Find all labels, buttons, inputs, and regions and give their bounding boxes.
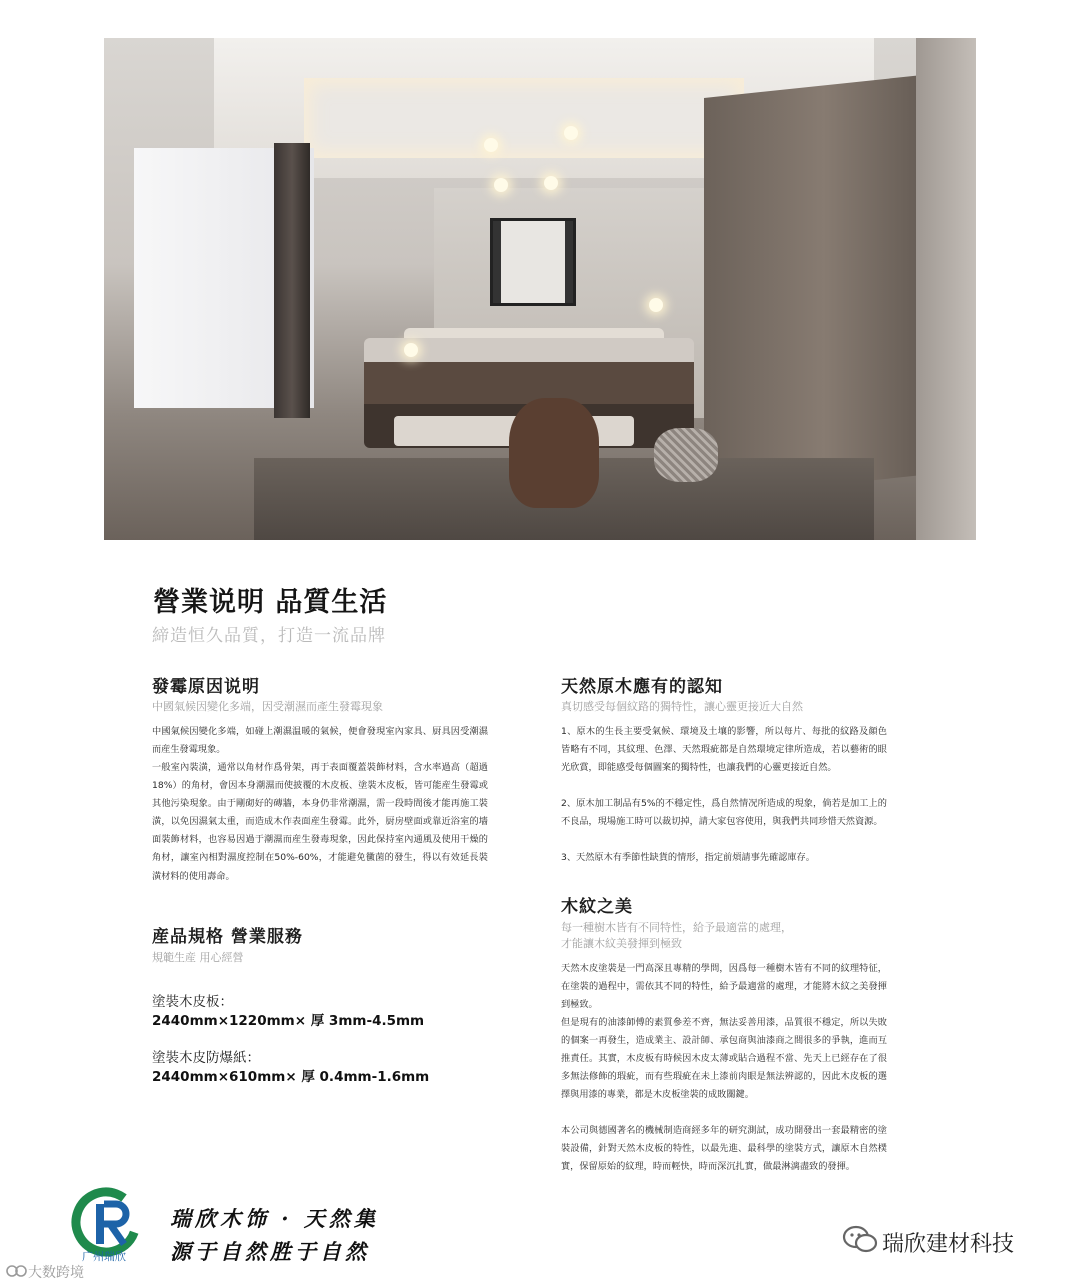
bedside-lamp: [649, 298, 663, 312]
page-subtitle: 締造恒久品質，打造一流品牌: [152, 626, 386, 646]
pendant-light: [544, 176, 558, 190]
section-subtitle-grain: 才能讓木紋美發揮到極致: [561, 937, 682, 950]
bedroom-photo: [104, 38, 976, 540]
section-title-grain: 木紋之美: [561, 897, 633, 917]
paragraph: 1、原木的生長主要受氣候、環境及土壤的影響，所以每片、每批的紋路及顔色皆略有不同，其紋理、色澤、天然瑕疵都是自然環境定律所造成，若以藝術的眼光欣賞，即能感受每個圖案的獨特性，也讓我們的心靈更接近自然。: [561, 726, 887, 774]
paragraph: 2、原木加工制品有5%的不穩定性，爲自然情况所造成的現象，倘若是加工上的不良品，現場施工時可以裁切掉，請大家包容使用，與我們共同珍惜天然資源。: [561, 798, 887, 828]
paragraph: 本公司與德國著名的機械制造商經多年的研究測試，成功開發出一套最精密的塗裝設備，針對天然木皮板的特性，以最先進、最科學的塗裝方式，讓原木自然樸實，保留原始的紋理，時而輕快，時而深沉扎實，做最淋漓盡致的發揮。: [561, 1125, 887, 1173]
spec-label: 塗裝木皮防爆紙：: [152, 1050, 260, 1066]
section-subtitle-wood: 真切感受每個紋路的獨特性，讓心靈更接近大自然: [561, 700, 803, 713]
ceiling-light-cove: [304, 78, 744, 158]
section-title-wood: 天然原木應有的認知: [561, 677, 723, 697]
pendant-light: [494, 178, 508, 192]
section-title-mold: 發霉原因说明: [152, 677, 260, 697]
wechat-icon: [842, 1224, 878, 1256]
wall-art: [490, 218, 576, 306]
pendant-light: [484, 138, 498, 152]
paragraph: 中國氣候因變化多端，如碰上潮濕温暖的氣候，便會發現室內家具、厨具因受潮濕而産生發霉現象。: [152, 726, 488, 756]
section-subtitle-mold: 中國氣候因變化多端，因受潮濕而產生發霉現象: [152, 700, 383, 713]
paragraph: 但是現有的油漆師傅的素質參差不齊，無法妥善用漆，品質很不穩定，所以失敗的個案一再發生，造成業主、設計師、承包商與油漆商之間很多的爭執，進而互推責任。其實，木皮板有時候因木皮太薄或貼合過程不當、先天上已經存在了很多無法修飾的瑕疵，而有些瑕疵在未上漆前肉眼是無法辨認的，因此木皮板的選擇與用漆的專業，都是木皮板塗裝的成敗關鍵。: [561, 1017, 887, 1101]
spec-value: 2440mm×610mm× 厚 0.4mm-1.6mm: [152, 1069, 430, 1085]
section-subtitle-grain: 每一種樹木皆有不同特性，給予最適當的處理，: [561, 921, 792, 934]
section-subtitle-specs: 規範生産 用心經營: [152, 951, 244, 964]
paragraph: 天然木皮塗裝是一門高深且專精的學問，因爲每一種樹木皆有不同的紋理特征，在塗裝的過程中，需依其不同的特性，給予最適當的處理，才能將木紋之美發揮到極致。: [561, 963, 887, 1011]
spec-value: 2440mm×1220mm× 厚 3mm-4.5mm: [152, 1013, 425, 1029]
paragraph: 一般室內裝潢，通常以角材作爲骨架，再于表面覆蓋裝飾材料，含水率過高（超過18%）的角材，會因本身潮濕而使披覆的木皮板、塗裝木皮板，皆可能産生發霉或其他污染現象。由于剛砌好的磚牆，本身仍非常潮濕，需一段時間後才能再施工裝潢，以免因濕氣太重，而造成木作表面産生發霉。此外，厨房壁面或靠近浴室的墻面裝飾材料，也容易因過于潮濕而産生發毒現象，因此保持室內通風及使用干燥的角材，讓室內相對濕度控制在50%-60%，才能避免黴菌的發生，得以有效延長裝潢材料的使用壽命。: [152, 762, 488, 882]
logo-caption: 广州瑞欣: [82, 1250, 126, 1263]
spec-label: 塗裝木皮板：: [152, 994, 233, 1010]
right-wall: [916, 38, 976, 540]
slogan-line-1: 瑞欣木饰 · 天然集: [170, 1206, 379, 1231]
bedside-lamp: [404, 343, 418, 357]
watermark-logo-icon: [6, 1262, 28, 1280]
slogan-line-2: 源于自然胜于自然: [170, 1239, 370, 1264]
wardrobe: [704, 73, 944, 498]
blanket: [509, 398, 599, 508]
pouf: [654, 428, 718, 482]
section-title-specs: 産品規格 營業服務: [152, 927, 303, 947]
pendant-light: [564, 126, 578, 140]
paragraph: 3、天然原木有季節性缺貨的情形，指定前煩請事先確認庫存。: [561, 852, 815, 863]
brand-name: 瑞欣建材科技: [882, 1232, 1015, 1257]
page-title: 營業说明 品質生活: [153, 587, 388, 618]
watermark-text: 大数跨境: [28, 1265, 84, 1281]
curtain: [274, 143, 310, 418]
